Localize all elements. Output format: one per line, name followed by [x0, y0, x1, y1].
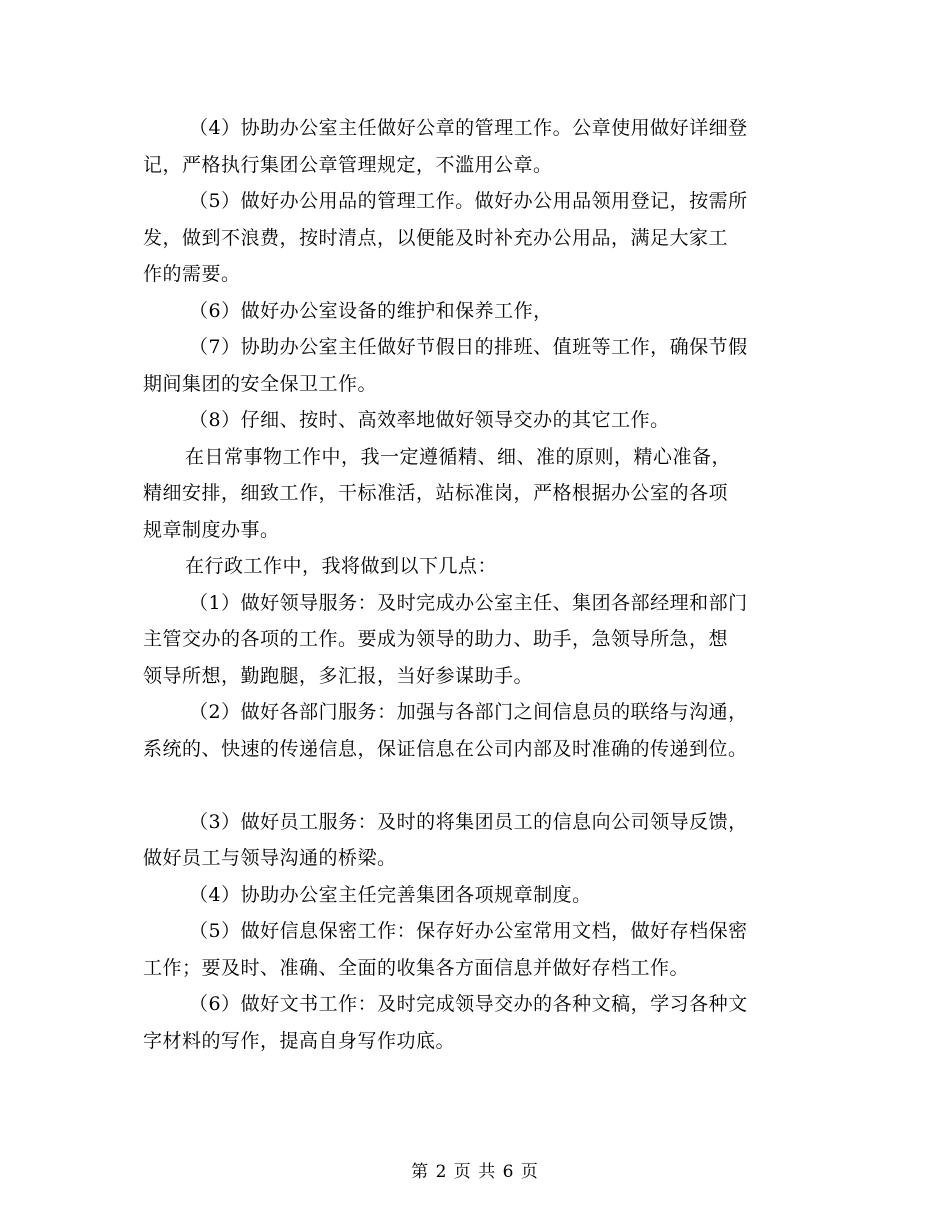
text-line: 期间集团的安全保卫工作。: [143, 372, 378, 395]
text-line: 领导所想，勤跑腿，多汇报，当好参谋助手。: [143, 664, 534, 687]
text-line: （4）协助办公室主任做好公章的管理工作。公章使用做好详细登: [189, 117, 748, 139]
paragraph-item-8-other: [143, 402, 808, 439]
paragraph-admin-3-staff-service: [143, 804, 808, 877]
text-line: 系统的、快速的传递信息，保证信息在公司内部及时准确的传递到位。: [143, 737, 748, 760]
paragraph-admin-1-leader-service: [143, 585, 808, 695]
text-line: （6）做好办公室设备的维护和保养工作，: [189, 299, 553, 322]
paragraph-admin-6-documents: [143, 986, 808, 1059]
blank-line: [143, 767, 808, 804]
text-line: （8）仔细、按时、高效率地做好领导交办的其它工作。: [189, 409, 670, 431]
text-line: 做好员工与领导沟通的桥梁。: [143, 847, 397, 869]
paragraph-item-5-supplies: [143, 183, 808, 293]
paragraph-admin-intro: [143, 548, 808, 585]
paragraph-admin-5-confidentiality: [143, 913, 808, 986]
paragraph-item-4-seal: [143, 110, 808, 183]
text-line: 作的需要。: [143, 263, 241, 285]
text-line: 规章制度办事。: [143, 518, 280, 541]
text-line: 在行政工作中，我将做到以下几点：: [185, 555, 498, 577]
text-line: 精细安排，细致工作，干标准活，站标准岗，严格根据办公室的各项: [143, 482, 729, 504]
text-line: 字材料的写作，提高自身写作功底。: [143, 1029, 456, 1052]
text-line: （2）做好各部门服务：加强与各部门之间信息员的联络与沟通，: [189, 701, 748, 723]
text-line: （7）协助办公室主任做好节假日的排班、值班等工作，确保节假: [189, 336, 748, 358]
document-body: [143, 110, 808, 1059]
text-line: （5）做好办公用品的管理工作。做好办公用品领用登记，按需所: [189, 190, 748, 212]
text-line: （1）做好领导服务：及时完成办公室主任、集团各部经理和部门: [189, 591, 748, 614]
paragraph-item-6-equipment: [143, 293, 808, 330]
text-line: 记，严格执行集团公章管理规定，不滥用公章。: [143, 153, 553, 176]
text-line: 在日常事物工作中，我一定遵循精、细、准的原则，精心准备，: [185, 445, 732, 468]
text-line: （3）做好员工服务：及时的将集团员工的信息向公司领导反馈，: [189, 810, 748, 833]
text-line: （5）做好信息保密工作：保存好办公室常用文档，做好存档保密: [189, 920, 748, 942]
text-line: （4）协助办公室主任完善集团各项规章制度。: [189, 883, 592, 906]
page-number-footer: 第 2 页 共 6 页: [411, 1162, 539, 1182]
paragraph-daily-work: [143, 439, 808, 549]
text-line: 主管交办的各项的工作。要成为领导的助力、助手，急领导所急，想: [143, 628, 729, 650]
paragraph-admin-4-regulations: [143, 877, 808, 914]
paragraph-item-7-holiday: [143, 329, 808, 402]
paragraph-admin-2-department-service: [143, 694, 808, 767]
text-line: 发，做到不浪费，按时清点，以便能及时补充办公用品，满足大家工: [143, 226, 729, 249]
text-line: （6）做好文书工作：及时完成领导交办的各种文稿，学习各种文: [189, 993, 748, 1015]
text-line: 工作；要及时、准确、全面的收集各方面信息并做好存档工作。: [143, 956, 690, 979]
